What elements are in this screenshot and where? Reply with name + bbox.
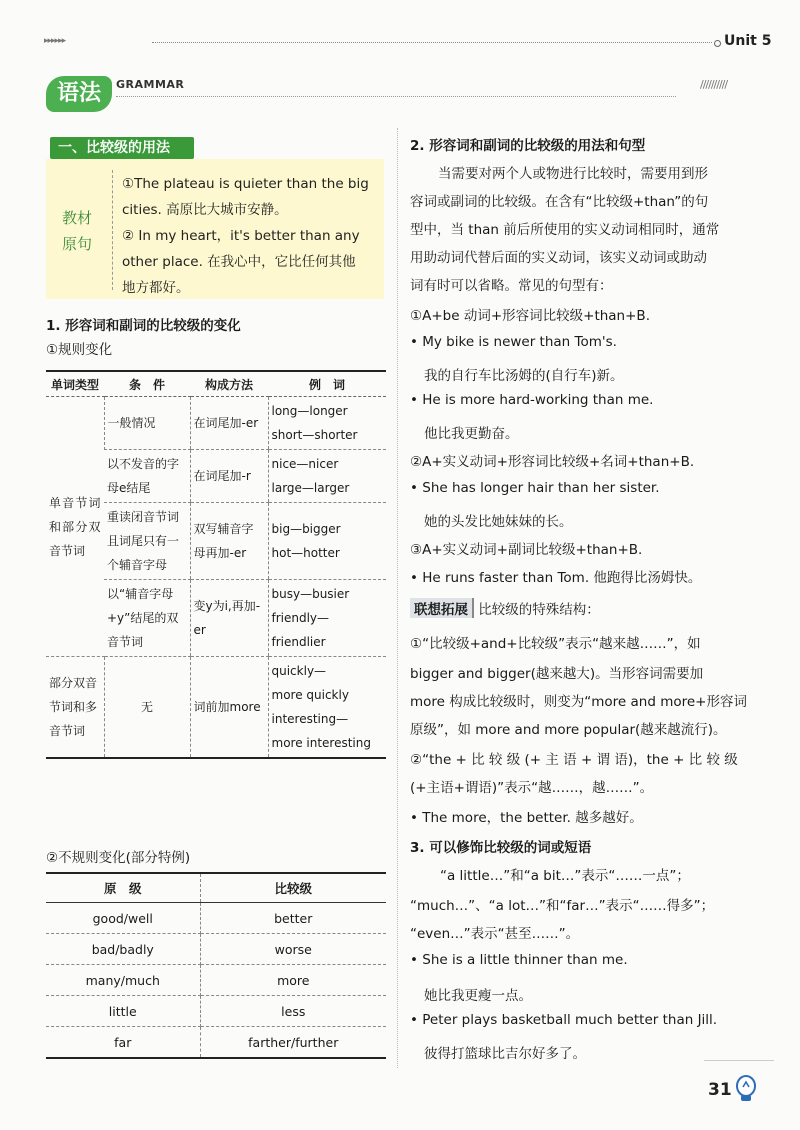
base-form: little [46, 996, 200, 1027]
lightbulb-icon [734, 1074, 758, 1106]
example-cell [268, 580, 386, 657]
example-translation: 她比我更瘦一点。 [424, 988, 532, 1004]
table-row [46, 657, 386, 759]
comparative-form: better [200, 903, 386, 934]
example-sentence: • She has longer hair than her sister. [410, 480, 660, 496]
subsection3-title: 3. 可以修饰比较级的词或短语 [410, 840, 592, 856]
grammar-en-label: GRAMMAR [116, 78, 185, 91]
box-divider [112, 170, 113, 290]
table-header: 原 级 [46, 873, 200, 903]
sentence-line: 地方都好。 [122, 280, 190, 296]
sentence-line: ①The plateau is quieter than the big [122, 176, 369, 192]
subsection1-title: 1. 形容词和副词的比较级的变化 [46, 318, 241, 334]
example-sentence: • My bike is newer than Tom's. [410, 334, 617, 350]
example-word: more interesting [271, 736, 371, 750]
paragraph-line: “even…”表示“甚至……”。 [410, 926, 580, 942]
table-row [46, 1027, 386, 1059]
condition-cell: 以“辅音字母+y”结尾的双音节词 [104, 580, 190, 657]
paragraph-line: bigger and bigger(越来越大)。当形容词需要加 [410, 666, 704, 682]
example-sentence: • He is more hard-working than me. [410, 392, 654, 408]
paragraph-line: 容词或副词的比较级。在含有“比较级+than”的句 [410, 194, 709, 210]
paragraph-line: (+主语+谓语)”表示“越……，越……”。 [410, 780, 654, 796]
paragraph-line: “much…”、“a lot…”和“far…”表示“……得多”； [410, 898, 715, 914]
table-header: 单词类型 [46, 371, 104, 397]
textbook-label [62, 205, 98, 257]
table-row [46, 996, 386, 1027]
paragraph-line: 用助动词代替后面的实义动词，该实义动词或助动 [410, 250, 707, 266]
example-cell [268, 450, 386, 503]
irregular-forms-table [46, 872, 386, 1059]
grammar-dotted-rule [116, 96, 676, 97]
method-cell: 双写辅音字母再加-er [190, 503, 268, 580]
pattern-line: ①A+be 动词+形容词比较级+than+B. [410, 308, 650, 324]
base-form: many/much [46, 965, 200, 996]
section1-title: 一、比较级的用法 [50, 137, 194, 159]
condition-cell: 重读闭音节词且词尾只有一个辅音字母 [104, 503, 190, 580]
paragraph-line: 型中，当 than 前后所使用的实义动词相同时，通常 [410, 222, 720, 238]
extension-label: 联想拓展 [410, 598, 474, 618]
example-word: friendly—friendlier [271, 611, 330, 649]
paragraph-line: more 构成比较级时，则变为“more and more+形容词 [410, 694, 747, 710]
comparative-form: more [200, 965, 386, 996]
sentence-line: cities. 高原比大城市安静。 [122, 202, 288, 218]
example-cell [268, 503, 386, 580]
base-form: bad/badly [46, 934, 200, 965]
condition-cell: 以不发音的字母e结尾 [104, 450, 190, 503]
table-row [46, 934, 386, 965]
example-word: more quickly [271, 688, 349, 702]
comparative-form: less [200, 996, 386, 1027]
extension-text: 比较级的特殊结构： [478, 602, 600, 618]
example-word: large—larger [271, 481, 350, 495]
example-cell [268, 397, 386, 450]
table-header-row [46, 371, 386, 397]
extension-block [410, 598, 600, 618]
table-row [46, 903, 386, 934]
comparative-form: worse [200, 934, 386, 965]
header-arrows-decoration: ▸▸▸▸▸▸ [44, 36, 66, 46]
table-header: 构成方法 [190, 371, 268, 397]
example-translation: 她的头发比她妹妹的长。 [424, 514, 573, 530]
table-row [46, 965, 386, 996]
example-translation: 彼得打篮球比吉尔好多了。 [424, 1046, 586, 1062]
irregular-change-label: ②不规则变化(部分特例) [46, 850, 191, 866]
paragraph-line: ①“比较级+and+比较级”表示“越来越……”，如 [410, 636, 701, 652]
method-cell: 词前加more [190, 657, 268, 759]
comparative-rules-table [46, 370, 386, 759]
table-header-row [46, 873, 386, 903]
base-form: far [46, 1027, 200, 1059]
paragraph-line: 原级”，如 more and more popular(越来越流行)。 [410, 722, 727, 738]
condition-cell: 一般情况 [104, 397, 190, 450]
slashes-decoration: ////////// [700, 78, 728, 91]
word-type-cell: 部分双音节词和多音节词 [46, 657, 104, 759]
condition-cell: 无 [104, 657, 190, 759]
paragraph-line: 当需要对两个人或物进行比较时，需要用到形 [438, 166, 708, 182]
sentence-line: other place. 在我心中，它比任何其他 [122, 254, 356, 270]
method-cell: 在词尾加-r [190, 450, 268, 503]
example-word: busy—busier [271, 587, 350, 601]
table-row [46, 397, 386, 450]
table-header: 条 件 [104, 371, 190, 397]
grammar-badge: 语法 [46, 76, 112, 112]
example-word: nice—nicer [271, 457, 339, 471]
table-header: 比较级 [200, 873, 386, 903]
paragraph-line: “a little…”和“a bit…”表示“……一点”； [440, 868, 690, 884]
example-sentence: • She is a little thinner than me. [410, 952, 628, 968]
example-sentence: • The more，the better. 越多越好。 [410, 810, 643, 826]
example-word: hot—hotter [271, 546, 340, 560]
unit-label: Unit 5 [724, 33, 772, 49]
sentence-line: ② In my heart，it's better than any [122, 228, 360, 244]
method-cell: 在词尾加-er [190, 397, 268, 450]
header-dot-icon [714, 40, 721, 47]
footer-rule [704, 1060, 774, 1061]
example-word: big—bigger [271, 522, 341, 536]
example-word: long—longer [271, 404, 348, 418]
textbook-label-line1: 教材 [62, 209, 93, 227]
paragraph-line: 词有时可以省略。常见的句型有： [410, 278, 613, 294]
example-word: interesting— [271, 712, 349, 726]
column-divider [397, 128, 398, 1068]
example-translation: 他比我更勤奋。 [424, 426, 519, 442]
comparative-form: farther/further [200, 1027, 386, 1059]
page-number: 31 [708, 1080, 732, 1100]
regular-change-label: ①规则变化 [46, 342, 113, 358]
base-form: good/well [46, 903, 200, 934]
example-cell [268, 657, 386, 759]
example-sentence: • Peter plays basketball much better than Jill. [410, 1012, 718, 1028]
pattern-line: ③A+实义动词+副词比较级+than+B. [410, 542, 643, 558]
method-cell: 变y为i,再加-er [190, 580, 268, 657]
example-sentence: • He runs faster than Tom. 他跑得比汤姆快。 [410, 570, 702, 586]
example-word: quickly— [271, 664, 327, 678]
table-header: 例 词 [268, 371, 386, 397]
pattern-line: ②A+实义动词+形容词比较级+名词+than+B. [410, 454, 695, 470]
textbook-label-line2: 原句 [62, 235, 93, 253]
header-dotted-rule [152, 42, 712, 43]
example-translation: 我的自行车比汤姆的(自行车)新。 [424, 368, 624, 384]
subsection2-title: 2. 形容词和副词的比较级的用法和句型 [410, 138, 646, 154]
textbook-sentences [122, 171, 380, 301]
example-word: short—shorter [271, 428, 358, 442]
word-type-cell: 单音节词和部分双音节词 [46, 397, 104, 657]
paragraph-line: ②“the + 比 较 级 (+ 主 语 + 谓 语)，the + 比 较 级 [410, 752, 738, 768]
